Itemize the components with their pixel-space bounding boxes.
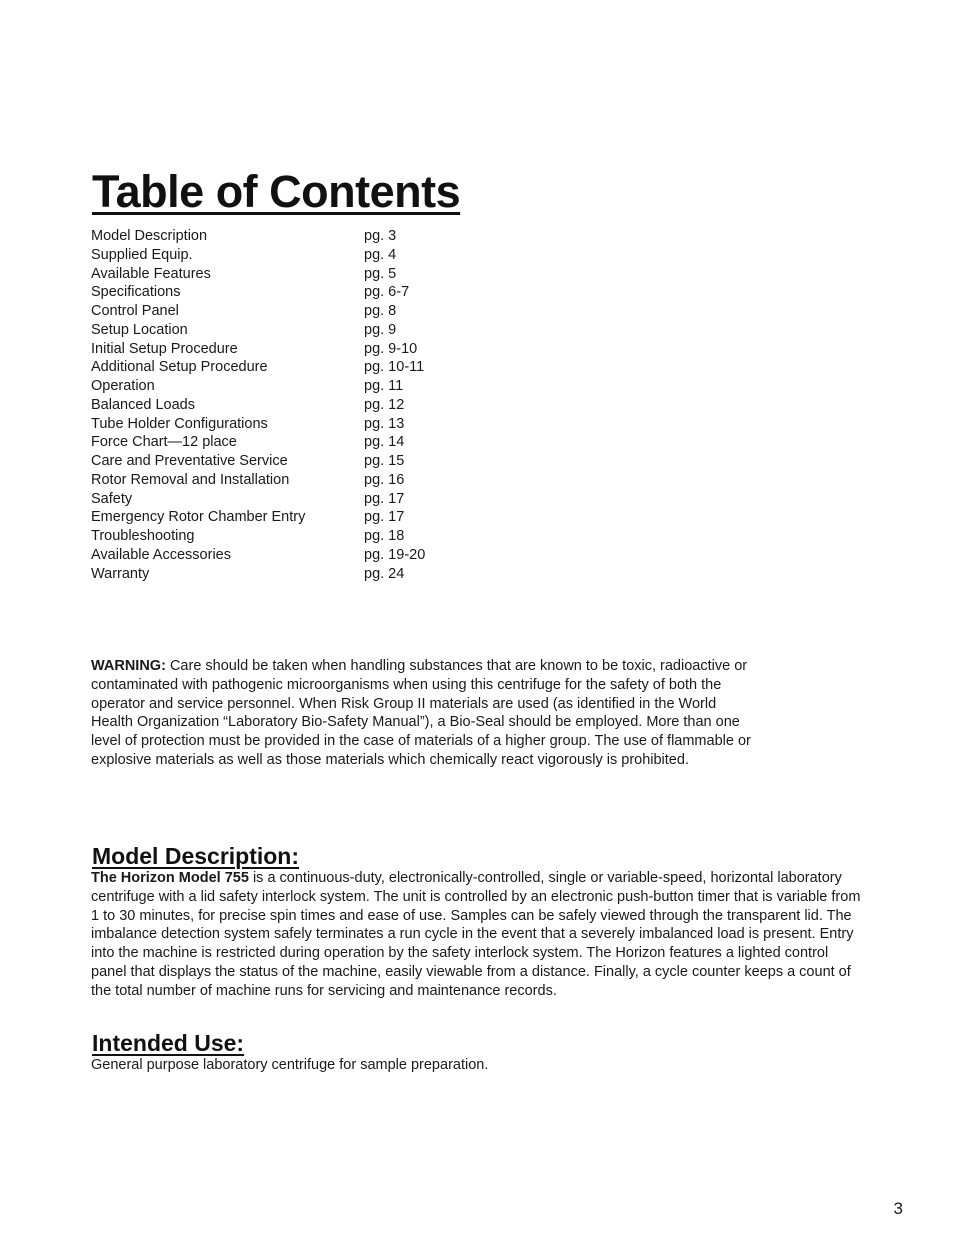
- toc-entry-page: pg. 4: [364, 246, 397, 263]
- toc-entry-label: Emergency Rotor Chamber Entry: [91, 509, 306, 526]
- toc-entry: [91, 302, 491, 321]
- toc-entry-label: Specifications: [91, 284, 181, 301]
- page-number: 3: [893, 1199, 903, 1218]
- toc-entry-page: pg. 6-7: [364, 284, 410, 301]
- toc-entry: [91, 527, 491, 546]
- toc-entry: [91, 508, 491, 527]
- toc-entry: [91, 452, 491, 471]
- model-name: The Horizon Model 755: [91, 870, 249, 886]
- toc-entry-label: Model Description: [91, 228, 208, 244]
- toc-entry-label: Supplied Equip.: [91, 246, 193, 263]
- toc-entry-page: pg. 24: [364, 565, 405, 582]
- toc-entry-label: Available Features: [91, 265, 211, 282]
- model-description-body: [91, 869, 866, 1000]
- model-description-text: is a continuous-duty, electronically-controlled, single or variable-speed, horizontal laboratory centrifuge with a lid safety interlock system. The unit is controlled by an electronic push-button timer that is variable from 1 to 30 minutes, for precise spin times and ease of use. Samples can be safely viewed through the transparent lid. The imbalance detection system safely terminates a run cycle in the event that a severely imbalanced load is present. Entry into the machine is restricted during operation by the safety interlock system. The Horizon features a lighted control panel that displays the status of the machine, easily viewable from a distance. Finally, a cycle counter keeps a count of the total number of machine runs for servicing and maintenance records.: [91, 870, 861, 999]
- toc-entry-label: Safety: [91, 490, 133, 507]
- toc-entry-label: Operation: [91, 378, 155, 394]
- toc-entry: [91, 227, 491, 246]
- toc-entry-label: Available Accessories: [91, 546, 231, 563]
- toc-entry-page: pg. 9: [364, 321, 397, 338]
- toc-entry-label: Control Panel: [91, 303, 179, 319]
- toc-entry: [91, 546, 491, 565]
- toc-entry-label: Troubleshooting: [91, 528, 195, 544]
- toc-entry: [91, 433, 491, 452]
- toc-entry: [91, 415, 491, 434]
- toc-entry-page: pg. 17: [364, 490, 405, 507]
- warning-label: WARNING:: [91, 658, 166, 674]
- toc-entry-label: Care and Preventative Service: [91, 453, 288, 469]
- toc-entry: [91, 490, 491, 509]
- intended-use-text: General purpose laboratory centrifuge for sample preparation.: [91, 1057, 489, 1073]
- toc-entry-page: pg. 8: [364, 303, 397, 319]
- warning-text: Care should be taken when handling substances that are known to be toxic, radioactive or contaminated with pathogenic microorganisms when using this centrifuge for the safety of both the operator and service personnel. When Risk Group II materials are used (as identified in the World Health Organization “Laboratory Bio-Safety Manual”), a Bio-Seal should be employed. More than one level of protection must be provided in the case of materials of a higher group. The use of flammable or explosive materials as well as those materials which chemically react vigorously is prohibited.: [91, 658, 751, 768]
- toc-entry-page: pg. 13: [364, 415, 405, 432]
- toc-entry: [91, 283, 491, 302]
- toc-entry-page: pg. 18: [364, 528, 405, 544]
- toc-entry: [91, 471, 491, 490]
- toc-entry-label: Initial Setup Procedure: [91, 340, 238, 357]
- toc-entry-page: pg. 10-11: [364, 359, 425, 376]
- toc-entry-label: Setup Location: [91, 321, 188, 338]
- toc-entry: [91, 321, 491, 340]
- toc-entry: [91, 377, 491, 396]
- toc-entry: [91, 565, 491, 584]
- toc-entry-label: Force Chart—12 place: [91, 434, 237, 451]
- toc-entry: [91, 358, 491, 377]
- toc-entry-page: pg. 16: [364, 471, 405, 488]
- intended-use-heading: Intended Use:: [92, 1030, 245, 1056]
- toc-entry-page: pg. 9-10: [364, 340, 418, 357]
- toc-entry-label: Balanced Loads: [91, 396, 195, 413]
- toc-entry-page: pg. 19-20: [364, 546, 426, 563]
- warning-notice: [91, 657, 751, 770]
- toc-list: [91, 227, 491, 583]
- toc-entry-page: pg. 3: [364, 228, 397, 244]
- toc-entry: [91, 265, 491, 284]
- toc-entry: [91, 246, 491, 265]
- toc-entry: [91, 340, 491, 359]
- toc-entry-page: pg. 14: [364, 434, 405, 451]
- toc-entry-page: pg. 11: [364, 378, 404, 394]
- toc-entry: [91, 396, 491, 415]
- toc-entry-page: pg. 15: [364, 453, 405, 469]
- toc-entry-page: pg. 5: [364, 265, 397, 282]
- toc-entry-label: Additional Setup Procedure: [91, 359, 268, 376]
- toc-entry-label: Tube Holder Configurations: [91, 415, 268, 432]
- toc-entry-label: Warranty: [91, 565, 150, 582]
- toc-entry-label: Rotor Removal and Installation: [91, 471, 290, 488]
- model-description-heading: Model Description:: [92, 843, 300, 869]
- toc-title: Table of Contents: [92, 166, 461, 217]
- toc-entry-page: pg. 17: [364, 509, 405, 526]
- toc-entry-page: pg. 12: [364, 396, 405, 413]
